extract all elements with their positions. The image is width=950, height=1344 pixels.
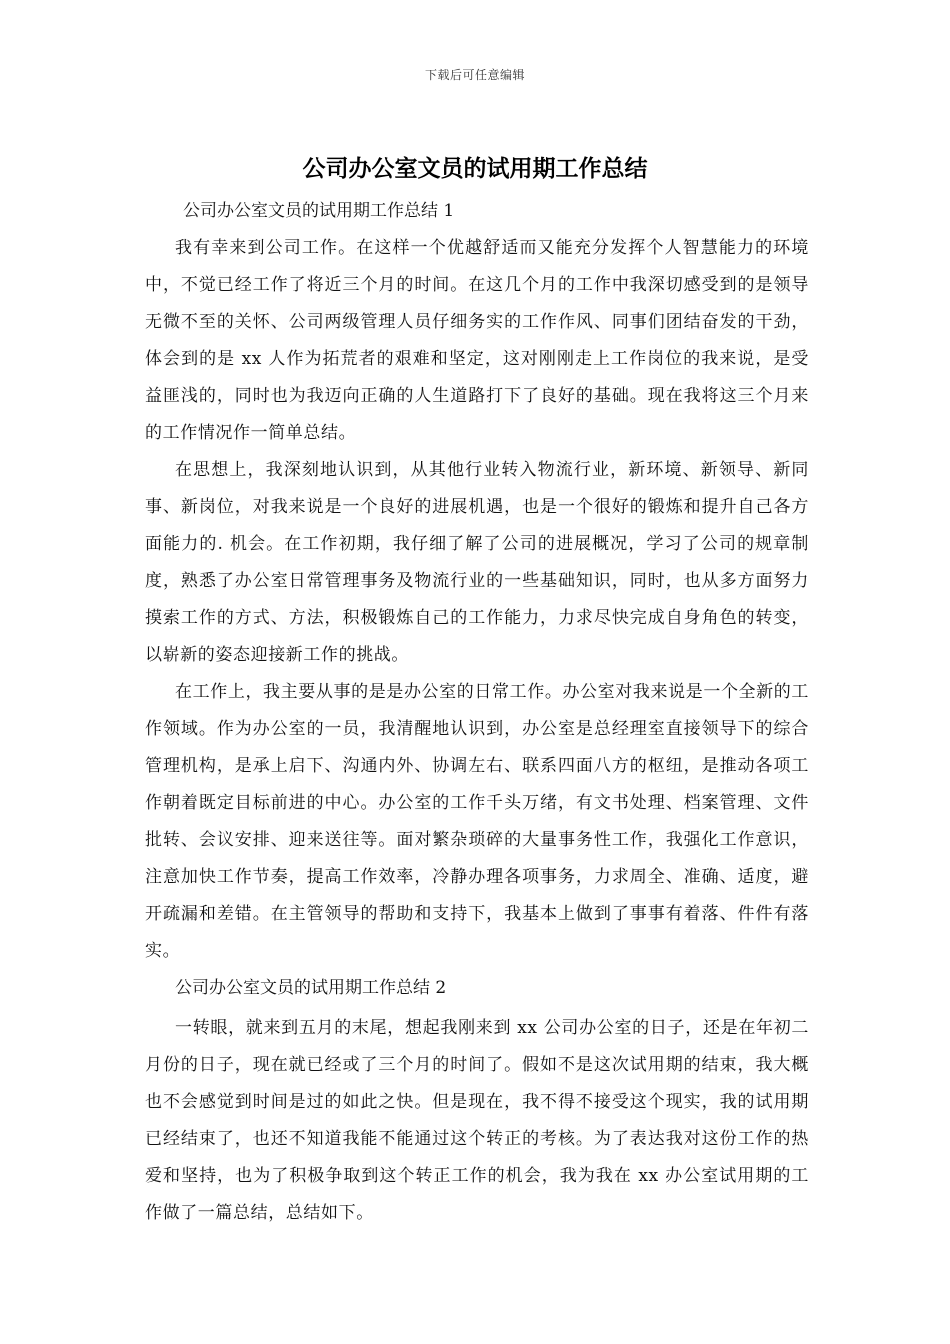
section-heading: 公司办公室文员的试用期工作总结 2 xyxy=(175,978,447,998)
paragraph: 我有幸来到公司工作。在这样一个优越舒适而又能充分发挥个人智慧能力的环境中，不觉已经工作了将近三个月的时间。在这几个月的工作中我深切感受到的是领导无微不至的关怀、公司两级管理人员仔细务实的工作作风、同事们团结奋发的干劲，体会到的是 xx 人作为拓荒者的艰难和坚定，这对刚刚走上工作岗位的我来说，是受益匪浅的，同时也为我迈向正确的人生道路打下了良好的基础。现在我将这三个月来的工作情况作一简单总结。 xyxy=(145,238,809,443)
paragraph: 在工作上，我主要从事的是是办公室的日常工作。办公室对我来说是一个全新的工作领域。作为办公室的一员，我清醒地认识到，办公室是总经理室直接领导下的综合管理机构，是承上启下、沟通内外、协调左右、联系四面八方的枢纽，是推动各项工作朝着既定目标前进的中心。办公室的工作千头万绪，有文书处理、档案管理、文件批转、会议安排、迎来送往等。面对繁杂琐碎的大量事务性工作，我强化工作意识，注意加快工作节奏，提高工作效率，冷静办理各项事务，力求周全、准确、适度，避开疏漏和差错。在主管领导的帮助和支持下，我基本上做到了事事有着落、件件有落实。 xyxy=(145,682,809,961)
paragraph: 在思想上，我深刻地认识到，从其他行业转入物流行业，新环境、新领导、新同事、新岗位，对我来说是一个良好的进展机遇，也是一个很好的锻炼和提升自己各方面能力的. 机会。在工作初期，我仔细了解了公司的进展概况，学习了公司的规章制度，熟悉了办公室日常管理事务及物流行业的一些基础知识，同时，也从多方面努力摸索工作的方式、方法，积极锻炼自己的工作能力，力求尽快完成自身角色的转变，以崭新的姿态迎接新工作的挑战。 xyxy=(145,460,809,665)
section-2 xyxy=(145,973,809,1010)
section-heading: 公司办公室文员的试用期工作总结 1 xyxy=(183,201,455,221)
document-body xyxy=(145,196,809,1232)
header-note: 下载后可任意编辑 xyxy=(424,68,525,82)
paragraph: 一转眼，就来到五月的末尾，想起我刚来到 xx 公司办公室的日子，还是在年初二月份的日子，现在就已经或了三个月的时间了。假如不是这次试用期的结束，我大概也不会感觉到时间是过的如此之快。但是现在，我不得不接受这个现实，我的试用期已经结束了，也还不知道我能不能通过这个转正的考核。为了表达我对这份工作的热爱和坚持，也为了积极争取到这个转正工作的机会，我为我在 xx 办公室试用期的工作做了一篇总结，总结如下。 xyxy=(145,1018,809,1223)
section-1 xyxy=(145,196,809,230)
document-title: 公司办公室文员的试用期工作总结 xyxy=(302,155,648,182)
